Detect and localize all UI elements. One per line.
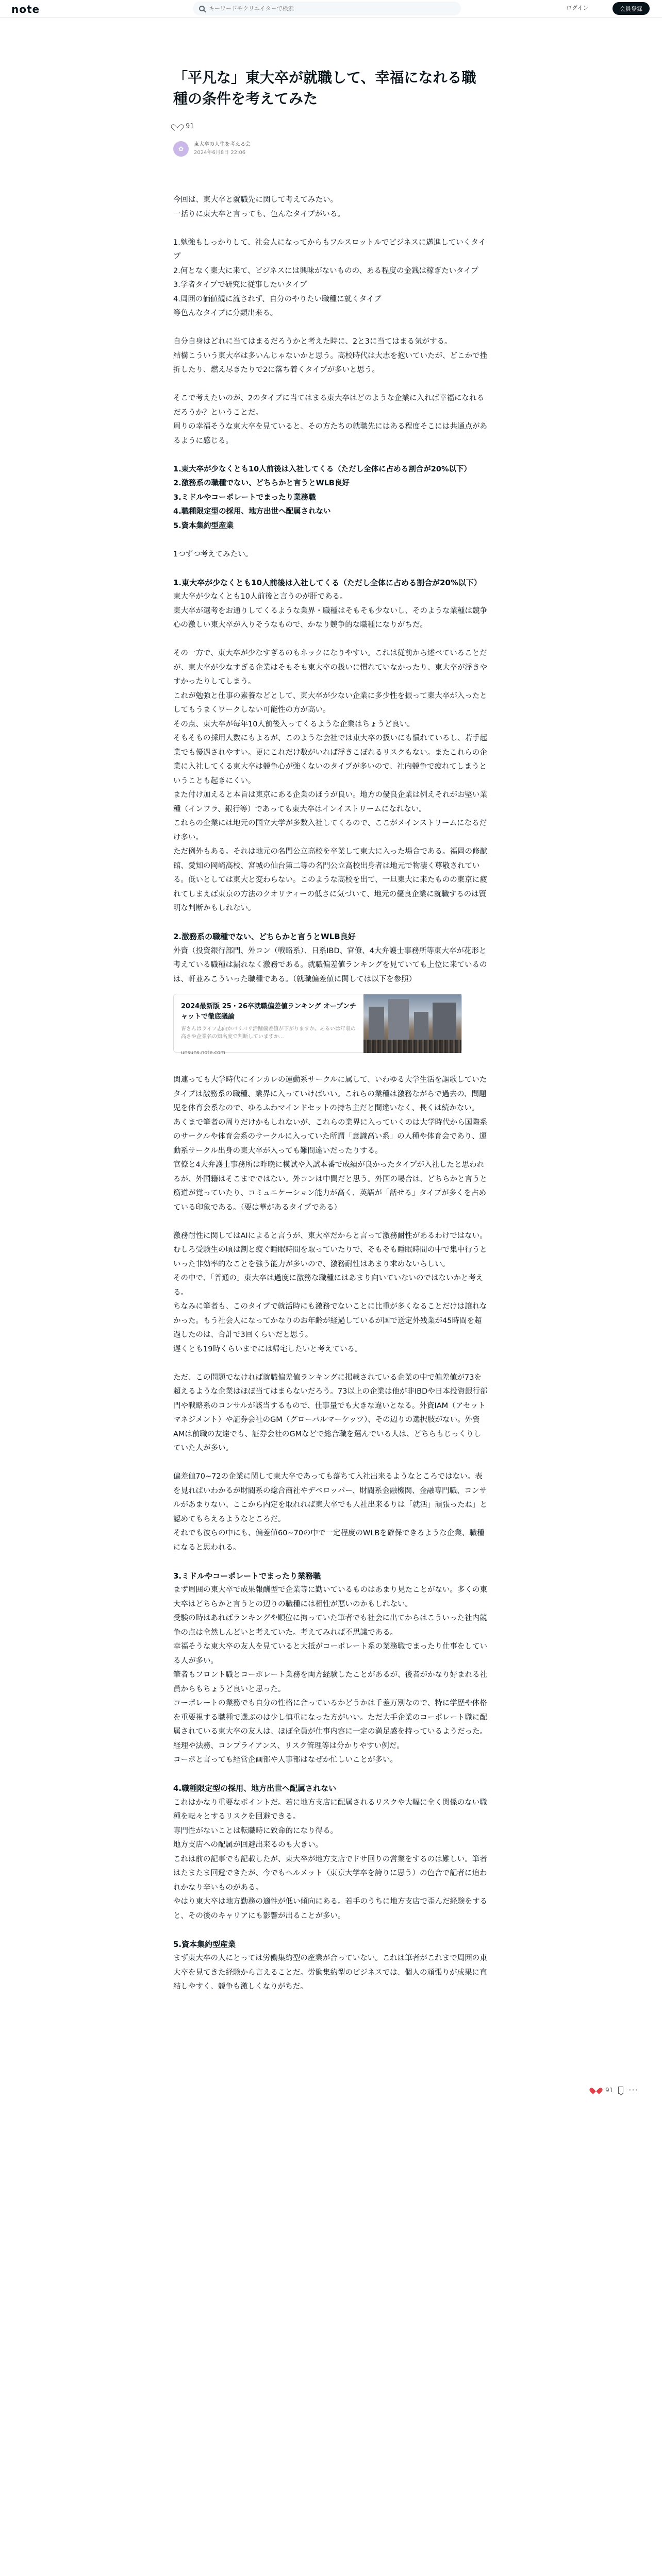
section-heading-1: 1.東大卒が少なくとも10人前後は入社してくる（ただし全体に占める割合が20%以下）	[173, 578, 482, 587]
article-title: 「平凡な」東大卒が就職して、幸福になれる職種の条件を考えてみた	[173, 69, 476, 107]
paragraph: 関連っても大学時代にインカレの運動系サークルに属して、いわゆる大学生活を謳歌していたタイプは激務系の職種、業界に入っていけばいい。これらの業種は激務ながらで過去の、問題児を体育会系なので、ゆるふわマインドセットの持ち主だと間違いなく、長くは続かない。 あくまで筆者の周りだけかもしれないが、これらの業界に入っていくのは大学時代から国際系のサークルや体育会系のサークルに入っていた所謂「意識高い系」の人種や体育会であり、運動系サークル出身の東大卒が入っても難問違いだったりする。 官僚と4大弁護士事務所は昨晩に模試や入試本番で成績が良かったタイプが入社したと思われるが、外国籍はそこまでではない。外コンは中間だと思う。外国の場合は、どちらかと言うと筋道が覚っていたり、コミュニケーション能力が高く、英語が「話せる」タイプが多くを占めている印象である。（要は華があるタイプである）	[173, 1076, 487, 1212]
publish-date: 2024年6月8日 22:06	[194, 150, 246, 156]
paragraph: 1つずつ考えてみたい。	[173, 550, 253, 558]
list-item: 5.資本集約型産業	[173, 521, 234, 530]
search-input[interactable]	[209, 5, 446, 12]
section-heading-2: 2.激務系の職種でない、どちらかと言うとWLB良好	[173, 932, 356, 941]
link-card-thumbnail	[363, 994, 461, 1053]
avatar[interactable]: ✿	[173, 141, 189, 157]
section-heading-4: 4.職種限定型の採用、地方出世へ配属されない	[173, 1784, 337, 1793]
more-icon[interactable]: ···	[628, 2085, 638, 2095]
search-bar[interactable]	[193, 2, 461, 15]
link-card-host: unsuns.note.com	[181, 1050, 226, 1056]
search-icon	[199, 6, 205, 11]
bookmark-icon[interactable]	[618, 2087, 623, 2094]
login-link[interactable]: ログイン	[566, 5, 589, 11]
list-item: 4.職種限定型の採用、地方出世へ配属されない	[173, 507, 331, 516]
like-count: 91	[186, 123, 194, 130]
paragraph: 東大卒が少なくとも10人前後と言うのが肝である。 東大卒が選考をお通りしてくるような業界・職種はそもそも少ないし、そのような業種は競争心の激しい東大卒が入りそうなもので、かなり競争的な職種になりがちだ。	[173, 592, 487, 629]
signup-button[interactable]: 会員登録	[613, 2, 650, 15]
note-logo[interactable]: note	[11, 3, 40, 15]
heart-icon[interactable]	[173, 123, 180, 130]
paragraph: そこで考えたいのが、2のタイプに当てはまる東大卒はどのような企業に入れば幸福になれるだろうか？ということだ。 周りの幸福そうな東大卒を見ていると、その方たちの就職先にはある程度そこには共通点があるように感じる。	[173, 394, 487, 445]
list-item: 1.東大卒が少なくとも10人前後は入社してくる（ただし全体に占める割合が20%以下）	[173, 465, 471, 473]
paragraph: 自分自身はどれに当てはまるだろうかと考えた時に、2と3に当てはまる気がする。 結構こういう東大卒は多いんじゃないかと思う。高校時代は大志を抱いていたが、どこかで挫折したり、燃え尽きたりで2に落ち着くタイプが多いと思う。	[173, 337, 487, 374]
paragraph: まず東大卒の人にとっては労働集約型の産業が合っていない。これは筆者がこれまで周囲の東大卒を見てきた経験から言えることだ。労働集約型のビジネスでは、個人の頑張りが成果に直結しやすく、競争も激しくなりがちだ。	[173, 1954, 487, 1991]
article	[173, 67, 488, 2008]
floating-actions	[592, 2087, 638, 2094]
floating-like-count: 91	[605, 2087, 614, 2094]
list-item: 3.ミドルやコーポレートでまったり業務職	[173, 493, 316, 502]
paragraph: 今回は、東大卒と就職先に関して考えてみたい。 一括りに東大卒と言っても、色んなタイプがいる。	[173, 196, 345, 218]
site-header	[0, 0, 662, 18]
paragraph: これはかなり重要なポイントだ。若に地方支店に配属されるリスクや大幅に全く関係のない職種を転々とするリスクを回避できる。 専門性がないことは転職時に致命的になり得る。 地方支店への配属が回避出来るのも大きい。 これは前の記事でも記載したが、東大卒が地方支店でドサ回りの営業をするのは難しい。筆者はたまたま回避できたが、今でもヘルメット（東京大学卒を誇りに思う）の色合で記者に追われかなり辛いものがある。 やはり東大卒は地方勤務の適性が低い傾向にある。若手のうちに地方支店で歪んだ経験をすると、その後のキャリアにも影響が出ることが多い。	[173, 1798, 487, 1920]
section-heading-5: 5.資本集約型産業	[173, 1939, 236, 1949]
like-area[interactable]	[173, 123, 488, 130]
paragraph: 外資（投資銀行部門、外コン（戦略系）、日系IBD、官僚、4大弁護士事務所等東大卒が花形と考えている職種は漏れなく激務である。就職偏差値ランキングを見ていても上位に来ているのは、軒並みこういった職種である。（就職偏差値に関しては以下を参照）	[173, 946, 487, 984]
heart-icon[interactable]	[592, 2087, 600, 2094]
author-block[interactable]	[173, 141, 488, 157]
paragraph: ただ、この問題でなければ就職偏差値ランキングに掲載されている企業の中で偏差値が73を超えるような企業はほぼ当てはまらないだろう。73以上の企業は他が非IBDや日本投資銀行部門や戦略系のコンサルが該当するもので、仕事量でも大きな違いとなる。外資IAM（アセットマネジメント）や証券会社のGM（グローバルマーケッツ）、その辺りの選択肢がない。外資AMは前職の友達でも、証券会社のGMなどで総合職を選んでいる人は、どちらもじっくりしていた人が多い。 偏差値70~72の企業に関して東大卒であっても落ちて入社出来るようなところではない。表を見ればいわかるが財閥系の総合商社やデベロッパー、財閥系金融機関、金融専門職、コンサルがあまりない、ここから内定を取れれば東大卒でも人社出来るりは「就活」頑張ったね」と認めてもらえるようなところだ。 それでも彼らの中にも、偏差値60~70の中で一定程度のWLBを確保できるような企業、職種になると思われる。	[173, 1373, 488, 1552]
section-heading-3: 3.ミドルやコーポレートでまったり業務職	[173, 1571, 321, 1581]
paragraph: 激務耐性に関してはAIによると言うが、東大卒だからと言って激務耐性があるわけではない。むしろ受験生の頃は割と疲ぐ睡眠時間を取っていたりで、そもそも睡眠時間の中で集中行うといった非効率的なことを強う能力が多いので、激務耐性はあまり求めないらしい。 その中で、「普通の」東大卒は過度に激務な職種にはあまり向いていないのではないかと考える。 ちなみに筆者も、このタイプで就活時にも激務でないことに比重が多くなることだけは譲れなかった。もう社会人になってかなりのお年齢が経過しているが国で送定外残業が45時間を超過したのは、合計で3回くらいだと思う。 遅くとも19時くらいまでには帰宅したいと考えている。	[173, 1231, 487, 1353]
link-card-title: 2024最新版 25・26卒就職偏差値ランキング オープンチャットで徹底議論	[181, 1003, 356, 1021]
embedded-link-card[interactable]	[173, 994, 462, 1056]
author-name[interactable]: 東大卒の人生を考える会	[194, 142, 251, 147]
article-body	[173, 193, 488, 1994]
list-item: 2.激務系の職種でない、どちらかと言うとWLB良好	[173, 479, 350, 487]
paragraph: まず周囲の東大卒で成果報酬型で企業等に勤いているものはあまり見たことがない。多くの東大卒はどちらかと言うとの辺りの職種には相性が悪いのかもしれない。 受験の時はあればランキングや順位に拘っていた筆者でも社会に出てからはこういった社内競争の点は全然しんどいと考えていた。考えてみれば不思議である。 幸福そうな東大卒の友人を見ていると大抵がコーポレート系の業務職でまったり仕事をしている人が多い。 筆者もフロント職とコーポレート業務を両方経験したことがあるが、後者がかなり好まれる社員からもちょうど良いと思った。 コーポレートの業務でも自分の性格に合っているかどうかは千差万別なので、特に学歴や体格を重要視する職種で選ぶのは少し慎重になった方がいい。ただ大手企業のコーポレート職に配属されている東大卒の友人は、ほぼ全員が仕事内容に一定の満足感を持っているようだった。 経理や法務、コンプライアンス、リスク管理等は分かりやすい例だ。 コーポと言っても経営企画部や人事部はなぜか忙しいことが多い。	[173, 1586, 487, 1764]
conditions-list	[173, 463, 488, 534]
paragraph: その一方で、東大卒が少なすぎるのもネックになりやすい。これは従前から述べていることだが、東大卒が少なすぎる企業はそもそも東大卒の扱いに慣れていなかったり、東大卒が浮きやすかったりしてしまう。 これが勉強と仕事の素養などとして、東大卒が少ない企業に多少性を振って東大卒が入ったとしてもうまくワークしない可能性の方が高い。 その点、東大卒が毎年10人前後入ってくるような企業はちょうど良い。 そもそもの採用人数にもよるが、このような会社では東大卒の扱いにも慣れているし、若手起業でも優遇されやすい。更にこれだけ数がいれば浮きこぼれるリスクもない。またこれらの企業に入社してくる東大卒は競争心が強くないのタイプが多いので、社内競争で疲れてしまうということも起きにくい。 また付け加えると本旨は東京にある企業のほうが良い。地方の優良企業は例えそれがお堅い業種（インフラ、銀行等）であっても東大卒はインイストリームになれない。 これらの企業には地元の国立大学が多数入社してくるので、ここがメインストリームになるだけ多い。 ただ例外もある。それは地元の名門公立高校を卒業して東大に入った場合である。福岡の修猷館、愛知の岡崎高校、宮城の仙台第二等の名門公立高校出身者は地元で物凄く尊敬されている。低いとしては東大と変わらない。このような高校を出て、一旦東大に来たものの東京に疲れてしまえば東京の方法のクオリティーの低さに気づいて、地元の優良企業に就職するのは賢明な判断かもしれない。	[173, 649, 487, 912]
paragraph: 1.勉強もしっかりして、社会人になってからもフルスロットルでビジネスに邁進していくタイプ 2.何となく東大に来て、ビジネスには興味がないものの、ある程度の金銭は稼ぎたいタイプ 3.学者タイプで研究に従事したいタイプ 4.周囲の価値観に流されず、自分のやりたい職種に就くタイプ 等色んなタイプに分類出来る。	[173, 238, 486, 317]
link-card-description: 皆さんはライフ志向かバリバリ活躍偏差値が下がりますか。あるいは年収の高さや企業名の知名度で判断していますか...	[181, 1026, 356, 1040]
